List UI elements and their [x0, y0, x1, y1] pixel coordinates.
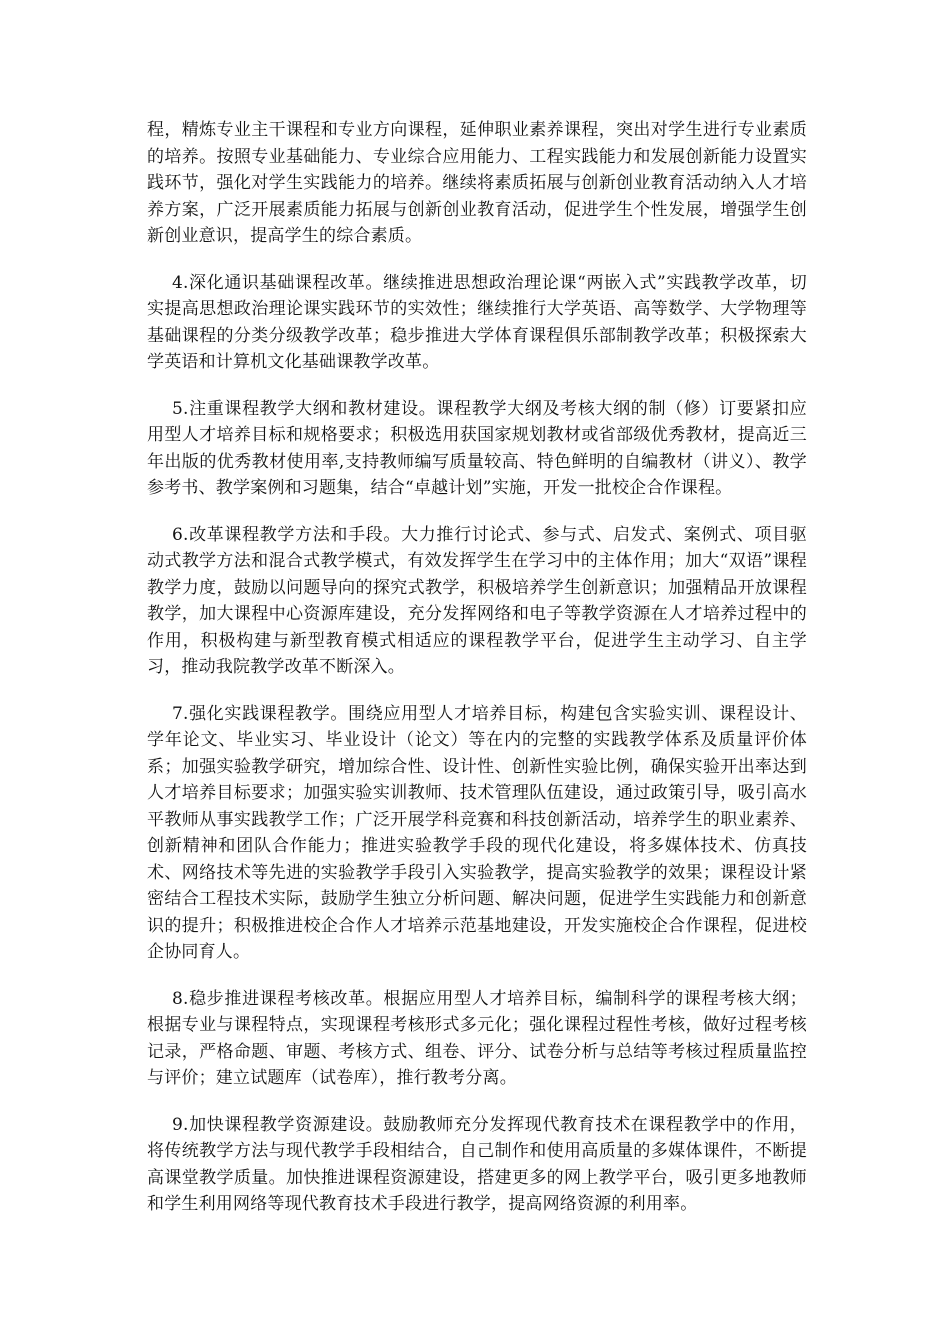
paragraph-item-5: 5.注重课程教学大纲和教材建设。课程教学大纲及考核大纲的制（修）订要紧扣应用型人才培养目标和规格要求；积极选用获国家规划教材或省部级优秀教材，提高近三年出版的优秀教材使用率,支持教师编写质量较高、特色鲜明的自编教材（讲义）、教学参考书、教学案例和习题集，结合“卓越计划”实施，开发一批校企合作课程。 [147, 398, 807, 498]
paragraph-continuation: 程，精炼专业主干课程和专业方向课程，延伸职业素养课程，突出对学生进行专业素质的培养。按照专业基础能力、专业综合应用能力、工程实践能力和发展创新能力设置实践环节，强化对学生实践能力的培养。继续将素质拓展与创新创业教育活动纳入人才培养方案，广泛开展素质能力拓展与创新创业教育活动，促进学生个性发展，增强学生创新创业意识，提高学生的综合素质。 [147, 120, 807, 246]
paragraph-item-9: 9.加快课程教学资源建设。鼓励教师充分发挥现代教育技术在课程教学中的作用，将传统教学方法与现代教学手段相结合，自己制作和使用高质量的多媒体课件，不断提高课堂教学质量。加快推进课程资源建设，搭建更多的网上教学平台，吸引更多地教师和学生利用网络等现代教育技术手段进行教学，提高网络资源的利用率。 [147, 1114, 807, 1214]
paragraph-item-7: 7.强化实践课程教学。围绕应用型人才培养目标，构建包含实验实训、课程设计、学年论文、毕业实习、毕业设计（论文）等在内的完整的实践教学体系及质量评价体系；加强实验教学研究，增加综合性、设计性、创新性实验比例，确保实验开出率达到人才培养目标要求；加强实验实训教师、技术管理队伍建设，通过政策引导，吸引高水平教师从事实践教学工作；广泛开展学科竞赛和科技创新活动，培养学生的职业素养、创新精神和团队合作能力；推进实验教学手段的现代化建设，将多媒体技术、仿真技术、网络技术等先进的实验教学手段引入实验教学，提高实验教学的效果；课程设计紧密结合工程技术实际，鼓励学生独立分析问题、解决问题，促进学生实践能力和创新意识的提升；积极推进校企合作人才培养示范基地建设，开发实施校企合作课程，促进校企协同育人。 [147, 703, 807, 962]
paragraph-item-8: 8.稳步推进课程考核改革。根据应用型人才培养目标，编制科学的课程考核大纲；根据专业与课程特点，实现课程考核形式多元化；强化课程过程性考核，做好过程考核记录，严格命题、审题、考核方式、组卷、评分、试卷分析与总结等考核过程质量监控与评价；建立试题库（试卷库），推行教考分离。 [147, 988, 807, 1088]
paragraph-item-6: 6.改革课程教学方法和手段。大力推行讨论式、参与式、启发式、案例式、项目驱动式教学方法和混合式教学模式，有效发挥学生在学习中的主体作用；加大“双语”课程教学力度，鼓励以问题导向的探究式教学，积极培养学生创新意识；加强精品开放课程教学，加大课程中心资源库建设，充分发挥网络和电子等教学资源在人才培养过程中的作用，积极构建与新型教育模式相适应的课程教学平台，促进学生主动学习、自主学习，推动我院教学改革不断深入。 [147, 524, 807, 677]
paragraph-item-4: 4.深化通识基础课程改革。继续推进思想政治理论课“两嵌入式”实践教学改革，切实提高思想政治理论课实践环节的实效性；继续推行大学英语、高等数学、大学物理等基础课程的分类分级教学改革；稳步推进大学体育课程俱乐部制教学改革；积极探索大学英语和计算机文化基础课教学改革。 [147, 272, 807, 372]
document-body [147, 117, 807, 1238]
